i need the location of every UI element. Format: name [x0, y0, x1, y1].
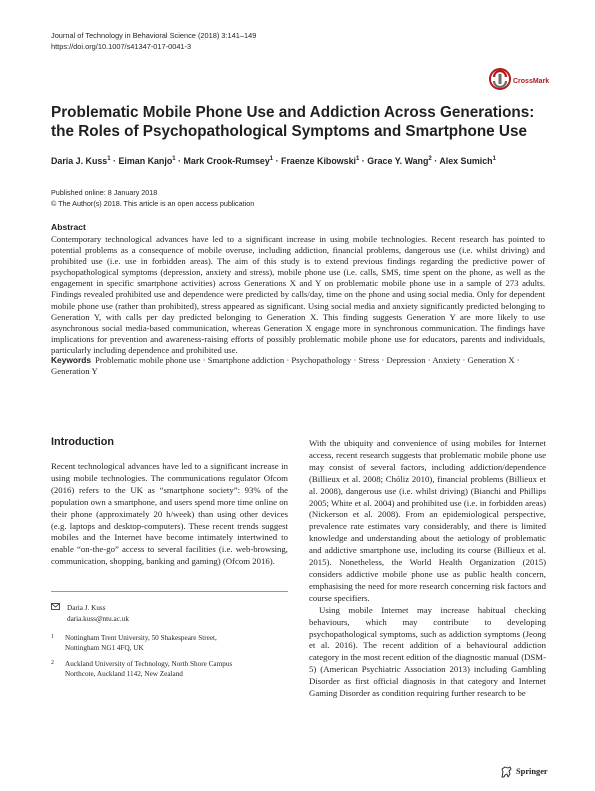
footnote-divider: [51, 591, 288, 592]
author-separator: ·: [359, 156, 368, 166]
left-column: [51, 461, 288, 568]
author-separator: ·: [175, 156, 184, 166]
intro-paragraph: Recent technological advances have led to a significant increase in using mobile technologies. The communications regulator Ofcom (2016) refers to the UK as “smartphone society”: 93% of the population own a smartphone, and users spend more time online on their phone (approximately 20 h/week) than using other devices (e.g. laptops and desktop-computers). These recent trends suggest mobiles and the Internet have become intimately intertwined to enable “on-the-go” access to several facilities (i.e. web-browsing, communication, shopping, banking and gaming) (Ofcom 2016).: [51, 461, 288, 567]
affiliation-line: Nottingham NG1 4FQ, UK: [65, 644, 144, 653]
abstract-text: Contemporary technological advances have led to a significant increase in using mobile technologies. Recent research has pointed to potential problems as a consequence of mobile overuse, including addiction, financial problems, dangerous use (i.e. whilst driving) and prohibited use (i.e. use in forbidden areas). The aim of this study is to extend previous findings regarding the predictive power of psychopathological symptoms (depression, anxiety and stress), mobile phone use (i.e. calls, SMS, time spent on the phone, as well as the engagement in specific smartphone activities) across Generations X and Y on problematic mobile phone use in a sample of 273 adults. Findings revealed prohibited use and dependence were predicted by calls/day, time on the phone and using social media. Only for dependent mobile phone use (rather than prohibited), stress appeared as significant. Using social media and anxiety significantly predicted belonging to Generation Y, with calls per day predicted belonging to Generation X. This finding suggests Generation Y are more likely to use asynchronous social media-based communication, whereas Generation X engage more in synchronous communication. The findings have implications for prevention and awareness-raising efforts of possibly problematic mobile phone use for educators, parents and individuals, particularly including dependence and prohibited use.: [51, 234, 545, 355]
crossmark-badge[interactable]: [488, 68, 548, 94]
abstract-heading: Abstract: [51, 222, 86, 232]
copyright-notice: © The Author(s) 2018. This article is an open access publication: [51, 198, 255, 208]
author-name[interactable]: Daria J. Kuss: [51, 156, 108, 166]
doi-link[interactable]: https://doi.org/10.1007/s41347-017-0041-3: [51, 42, 192, 51]
crossmark-label: CrossMark: [513, 78, 550, 85]
corresponding-author: Daria J. Kuss: [67, 604, 106, 612]
affiliation-number: 2: [51, 660, 54, 666]
author-name[interactable]: Fraenze Kibowski: [281, 156, 356, 166]
affiliation-line: Auckland University of Technology, North Shore Campus: [65, 660, 233, 668]
author-list: [51, 156, 496, 166]
email-link[interactable]: daria.kuss@ntu.ac.uk: [67, 615, 129, 623]
right-column: [309, 438, 546, 700]
keywords-block: [51, 355, 545, 377]
article-title: [51, 103, 535, 141]
publisher-name: Springer: [516, 767, 548, 776]
author-separator: ·: [110, 156, 119, 166]
author-affiliation-ref: 1: [107, 156, 111, 163]
springer-horse-icon: [500, 766, 513, 778]
author-name[interactable]: Eiman Kanjo: [118, 156, 173, 166]
author-affiliation-ref: 1: [492, 156, 496, 163]
keywords-text: Problematic mobile phone use · Smartphone addiction · Psychopathology · Stress · Depression · Anxiety · Generation X · Generation Y: [51, 355, 520, 377]
affiliation-number: 1: [51, 634, 54, 640]
author-affiliation-ref: 2: [428, 156, 432, 163]
intro-paragraph: With the ubiquity and convenience of using mobiles for Internet access, recent research suggests that problematic mobile phone use may consist of several factors, including addiction/dependence (Billieux et al. 2008; Chóliz 2010), financial problems (Billieux et al. 2008), dangerous use (i.e. whilst driving) (Bianchi and Phillips 2005; White et al. 2004) and prohibited use (i.e. in forbidden areas) (Nickerson et al. 2008). From an epidemiological perspective, prevalence rate estimates vary considerably, and there is limited knowledge and understanding about the aetiology of problematic and addictive smartphone use, including its course (Billieux et al. 2015). Nonetheless, the World Health Organization (2015) considers addictive mobile phone use as public health concern, emphasising the need for more research concerning risk factors and course specifiers.: [309, 438, 546, 603]
journal-header: [51, 30, 256, 52]
author-name[interactable]: Grace Y. Wang: [367, 156, 429, 166]
affiliation-line: Nottingham Trent University, 50 Shakespeare Street,: [65, 634, 217, 642]
author-name[interactable]: Alex Sumich: [439, 156, 493, 166]
title-line-1: Problematic Mobile Phone Use and Addiction Across Generations:: [51, 104, 535, 121]
envelope-icon: [51, 603, 60, 610]
author-separator: ·: [273, 156, 282, 166]
author-name[interactable]: Mark Crook-Rumsey: [183, 156, 270, 166]
title-line-2: the Roles of Psychopathological Symptoms and Smartphone Use: [51, 123, 527, 140]
journal-citation: Journal of Technology in Behavioral Science (2018) 3:141–149: [51, 31, 257, 40]
author-affiliation-ref: 1: [269, 156, 274, 163]
author-affiliation-ref: 1: [356, 156, 360, 163]
intro-paragraph: Using mobile Internet may increase habitual checking behaviours, which may contribute to developing psychopathological symptoms, such as addiction symptoms (Jeong et al. 2016). The recent addition of a behavioural addiction category in the most recent edition of the diagnostic manual (DSM-5) (American Psychiatric Association 2013) including Gambling Disorder as first official diagnosis in that category and Internet Gaming Disorder as condition requiring further research to be: [309, 604, 546, 699]
introduction-heading: Introduction: [51, 436, 114, 448]
keywords-heading: Keywords: [51, 355, 92, 365]
crossmark-icon: [489, 68, 511, 90]
publication-info: [51, 188, 254, 209]
affiliation-line: Northcote, Auckland 1142, New Zealand: [65, 670, 183, 679]
published-date: Published online: 8 January 2018: [51, 188, 158, 197]
author-affiliation-ref: 1: [172, 156, 176, 163]
author-separator: ·: [431, 156, 440, 166]
